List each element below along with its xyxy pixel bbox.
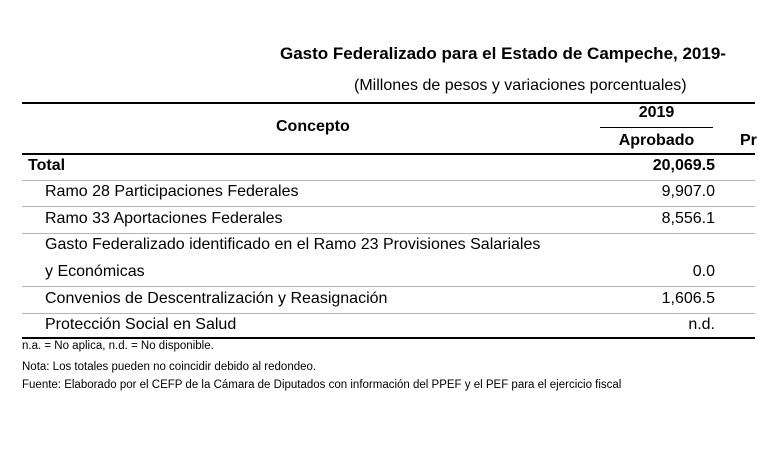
aprobado-header: Aprobado bbox=[618, 132, 695, 149]
row-label: Ramo 28 Participaciones Federales bbox=[45, 183, 299, 200]
row-rule bbox=[22, 180, 755, 181]
row-label: Protección Social en Salud bbox=[45, 316, 237, 333]
row-label-line2: y Económicas bbox=[45, 263, 145, 280]
row-value: 1,606.5 bbox=[661, 290, 715, 307]
row-rule bbox=[22, 286, 755, 287]
next-column-header: Pr bbox=[740, 132, 757, 149]
row-rule bbox=[22, 233, 755, 234]
row-label: Total bbox=[28, 157, 66, 174]
row-value: 8,556.1 bbox=[661, 210, 715, 227]
row-rule bbox=[22, 313, 755, 314]
table-bottom-rule bbox=[22, 337, 755, 339]
footnote: Fuente: Elaborado por el CEFP de la Cámara de Diputados con información del PPEF y el PEF para el ejercicio fiscal bbox=[22, 379, 622, 391]
row-value: 9,907.0 bbox=[661, 183, 715, 200]
year-underline bbox=[600, 127, 713, 128]
table-subtitle: (Millones de pesos y variaciones porcentuales) bbox=[354, 77, 687, 94]
footnote: Nota: Los totales pueden no coincidir debido al redondeo. bbox=[22, 361, 317, 373]
year-header: 2019 bbox=[638, 104, 675, 121]
row-value: 20,069.5 bbox=[652, 157, 715, 174]
table-title: Gasto Federalizado para el Estado de Campeche, 2019- bbox=[280, 44, 726, 63]
footnote: n.a. = No aplica, n.d. = No disponible. bbox=[22, 340, 214, 352]
header-bottom-rule bbox=[22, 153, 755, 155]
row-label: Gasto Federalizado identificado en el Ramo 23 Provisiones Salariales bbox=[45, 236, 541, 253]
row-label: Ramo 33 Aportaciones Federales bbox=[45, 210, 283, 227]
row-value: 0.0 bbox=[692, 263, 715, 280]
concepto-header: Concepto bbox=[276, 118, 350, 135]
row-label: Convenios de Descentralización y Reasignación bbox=[45, 290, 388, 307]
row-rule bbox=[22, 206, 755, 207]
row-value: n.d. bbox=[688, 316, 715, 333]
